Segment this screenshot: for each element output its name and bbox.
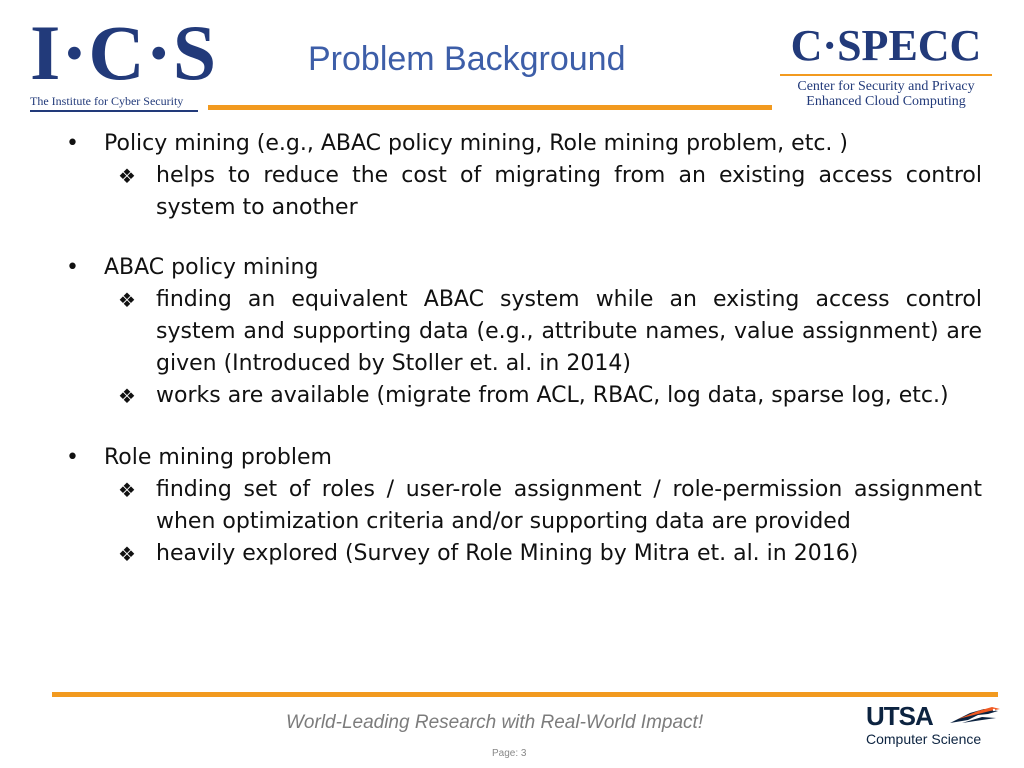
- cspecc-logo-name: C·SPECC: [790, 21, 982, 70]
- bullet-item: [60, 442, 982, 474]
- slide-content: [60, 128, 982, 570]
- footer-rule: [52, 692, 998, 697]
- ics-logo-rule: [30, 110, 198, 112]
- bullet-text: Role mining problem: [104, 445, 332, 470]
- ics-logo: [30, 9, 218, 109]
- sub-bullet-text: finding an equivalent ABAC system while an existing access control system and supporting data (e.g., attribute names, value assignment) are given (Introduced by Stoller et. al. in 2014): [156, 287, 982, 376]
- sub-bullet-text: works are available (migrate from ACL, RBAC, log data, sparse log, etc.): [156, 383, 949, 408]
- four-diamond-icon: ❖: [118, 384, 136, 408]
- sub-bullet-text: helps to reduce the cost of migrating from an existing access control system to another: [156, 163, 982, 220]
- four-diamond-icon: ❖: [118, 164, 136, 188]
- sub-bullet-item: [60, 380, 982, 412]
- utsa-logo: [866, 703, 1006, 747]
- sub-bullet-text: finding set of roles / user-role assignment / role-permission assignment when optimization criteria and/or supporting data are provided: [156, 477, 982, 534]
- cspecc-logo-line2: Enhanced Cloud Computing: [806, 94, 966, 109]
- ics-logo-subtitle: The Institute for Cyber Security: [30, 94, 184, 108]
- roadrunner-icon: [948, 703, 1002, 729]
- four-diamond-icon: ❖: [118, 542, 136, 566]
- title-underline: [208, 105, 772, 110]
- bullet-text: ABAC policy mining: [104, 255, 319, 280]
- slide-title: Problem Background: [308, 40, 626, 78]
- cspecc-logo: [778, 22, 994, 109]
- ics-logo-letters: I·C·S: [30, 9, 218, 96]
- bullet-dot: •: [66, 445, 79, 470]
- bullet-text: Policy mining (e.g., ABAC policy mining, Role mining problem, etc. ): [104, 131, 848, 156]
- cspecc-logo-line1: Center for Security and Privacy: [797, 79, 975, 94]
- bullet-dot: •: [66, 255, 79, 280]
- four-diamond-icon: ❖: [118, 478, 136, 502]
- sub-bullet-item: [60, 160, 982, 224]
- utsa-logo-name: UTSA: [866, 701, 933, 731]
- utsa-logo-dept: Computer Science: [866, 731, 982, 747]
- bullet-dot: •: [66, 131, 79, 156]
- sub-bullet-item: [60, 284, 982, 380]
- sub-bullet-item: [60, 474, 982, 538]
- footer-tagline: World-Leading Research with Real-World Impact!: [286, 712, 704, 733]
- cspecc-logo-rule: [780, 74, 992, 76]
- four-diamond-icon: ❖: [118, 288, 136, 312]
- page-number: Page: 3: [492, 748, 527, 759]
- bullet-item: [60, 128, 982, 160]
- bullet-item: [60, 252, 982, 284]
- sub-bullet-text: heavily explored (Survey of Role Mining by Mitra et. al. in 2016): [156, 541, 859, 566]
- sub-bullet-item: [60, 538, 982, 570]
